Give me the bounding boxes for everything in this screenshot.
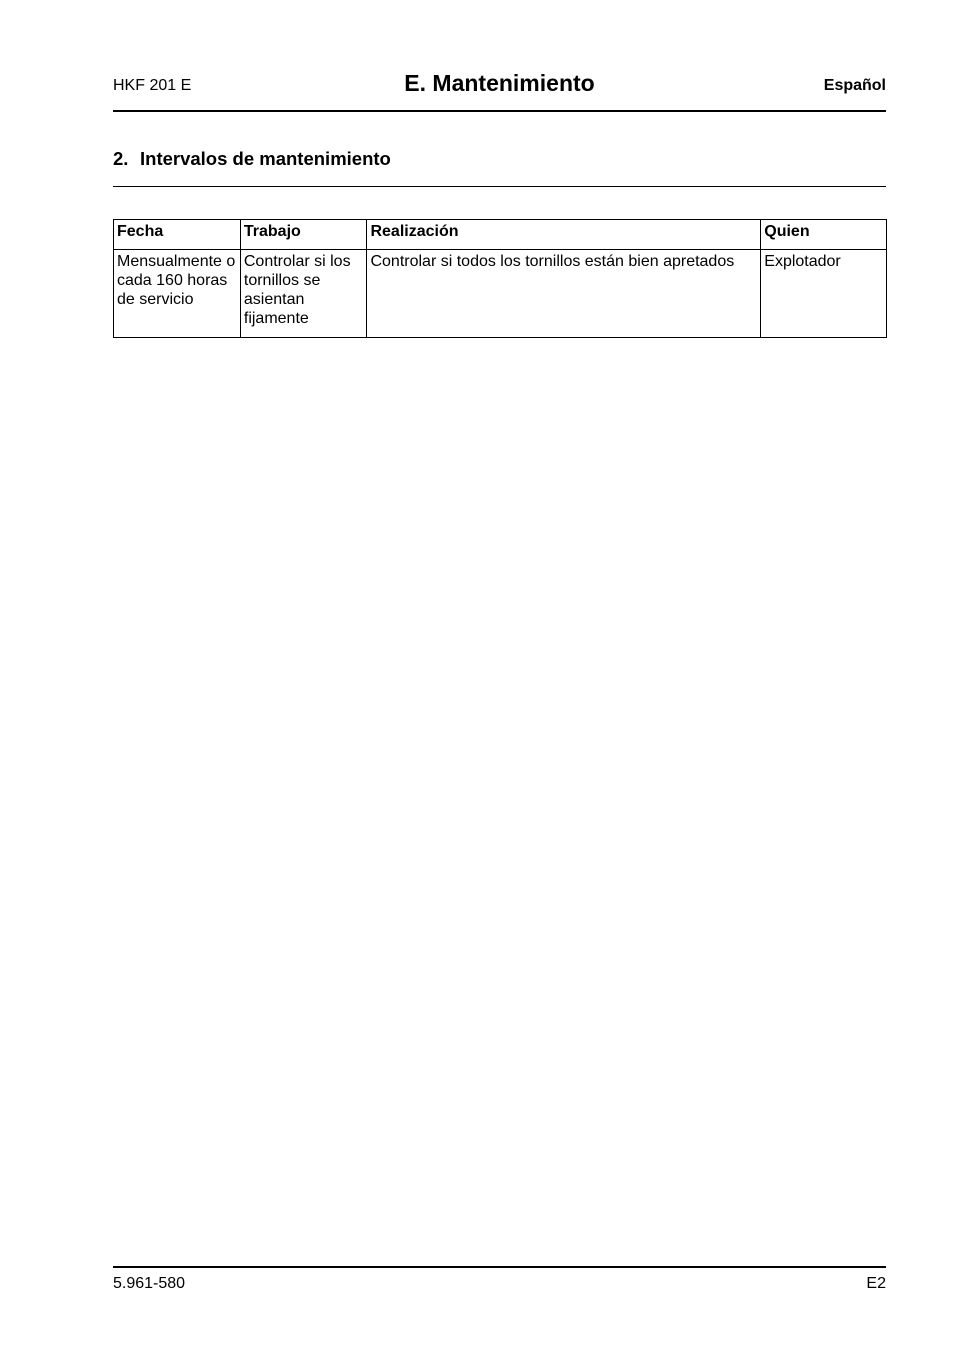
section-title-text: Intervalos de mantenimiento xyxy=(140,148,391,169)
section-number: 2. xyxy=(113,148,129,169)
column-header-fecha: Fecha xyxy=(114,220,241,250)
language-label: Español xyxy=(823,77,886,94)
document-number: 5.961-580 xyxy=(113,1275,186,1292)
cell-fecha: Mensualmente o cada 160 horas de servicio xyxy=(114,250,241,338)
cell-realizacion: Controlar si todos los tornillos están bien apretados xyxy=(367,250,761,338)
page-number: E2 xyxy=(866,1275,886,1292)
cell-trabajo: Controlar si los tornillos se asientan fijamente xyxy=(240,250,367,338)
page-header xyxy=(113,62,886,112)
page-footer xyxy=(113,1266,886,1292)
column-header-realizacion: Realización xyxy=(367,220,761,250)
maintenance-intervals-table xyxy=(113,219,887,338)
chapter-title: E. Mantenimiento xyxy=(404,70,595,96)
table-row xyxy=(114,250,887,338)
column-header-trabajo: Trabajo xyxy=(240,220,367,250)
table-header-row xyxy=(114,220,887,250)
column-header-quien: Quien xyxy=(761,220,887,250)
section-heading xyxy=(113,148,886,187)
model-label: HKF 201 E xyxy=(113,77,192,94)
cell-quien: Explotador xyxy=(761,250,887,338)
